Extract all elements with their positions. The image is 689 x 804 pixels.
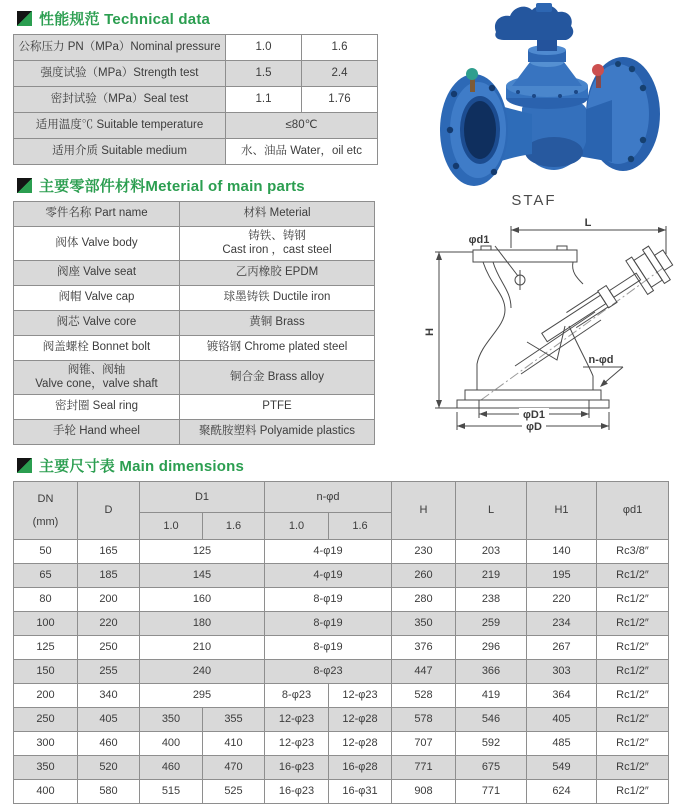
part-line: Valve cone，valve shaft: [35, 377, 158, 390]
material-cell: PTFE: [180, 395, 375, 420]
dn-label: DN: [37, 492, 54, 505]
d-cell: 340: [78, 684, 140, 708]
dim-label-n-phid: n-φd: [588, 354, 614, 366]
column-header-phid1: φd1: [597, 482, 669, 540]
d-cell: 580: [78, 780, 140, 804]
table-row: [14, 113, 378, 139]
table-row: [14, 684, 669, 708]
n-cell: 16-φ31: [329, 780, 392, 804]
dn-unit-label: (mm): [32, 515, 59, 528]
n-cell: 12-φ28: [329, 708, 392, 732]
n-cell: 12-φ23: [329, 684, 392, 708]
n-cell: 8-φ19: [265, 588, 392, 612]
spec-label-cell: 密封试验（MPa）Seal test: [14, 87, 226, 113]
spec-value-cell: ≤80℃: [226, 113, 378, 139]
table-row: [14, 336, 375, 361]
thread-cell: Rc1/2″: [597, 588, 669, 612]
h-cell: 230: [392, 540, 456, 564]
subheader-pn: 1.6: [329, 513, 392, 540]
h1-cell: 220: [527, 588, 597, 612]
spec-value-cell: 1.6: [302, 35, 378, 61]
table-row: [14, 395, 375, 420]
h1-cell: 405: [527, 708, 597, 732]
d-cell: 460: [78, 732, 140, 756]
dn-cell: 80: [14, 588, 78, 612]
dn-cell: 150: [14, 660, 78, 684]
thread-cell: Rc1/2″: [597, 780, 669, 804]
table-row: [14, 227, 375, 261]
column-header-l: L: [456, 482, 527, 540]
table-row: [14, 588, 669, 612]
l-cell: 592: [456, 732, 527, 756]
column-header: 零件名称 Part name: [14, 202, 180, 227]
section-marker-icon: [17, 11, 32, 26]
d1-cell: 400: [140, 732, 203, 756]
materials-table: [13, 201, 375, 445]
dim-label-phiD1: φD1: [523, 409, 545, 421]
d1-cell: 355: [203, 708, 265, 732]
table-header-row: [14, 482, 669, 513]
section-dimensions-header: [17, 455, 689, 475]
part-name-cell: 阀帽 Valve cap: [14, 286, 180, 311]
d-cell: 165: [78, 540, 140, 564]
d1-cell: 145: [140, 564, 265, 588]
material-cell: 铜合金 Brass alloy: [180, 361, 375, 395]
thread-cell: Rc1/2″: [597, 756, 669, 780]
material-cell: 黄铜 Brass: [180, 311, 375, 336]
table-row: [14, 780, 669, 804]
h-cell: 260: [392, 564, 456, 588]
part-name-cell: 阀座 Valve seat: [14, 261, 180, 286]
h-cell: 908: [392, 780, 456, 804]
table-row: [14, 35, 378, 61]
table-row: [14, 756, 669, 780]
material-cell: 球墨铸铁 Ductile iron: [180, 286, 375, 311]
d-cell: 250: [78, 636, 140, 660]
l-cell: 419: [456, 684, 527, 708]
d1-cell: 470: [203, 756, 265, 780]
h1-cell: 267: [527, 636, 597, 660]
column-header-d1: D1: [140, 482, 265, 513]
dn-cell: 250: [14, 708, 78, 732]
h1-cell: 303: [527, 660, 597, 684]
d1-cell: 410: [203, 732, 265, 756]
table-row: [14, 87, 378, 113]
l-cell: 238: [456, 588, 527, 612]
l-cell: 219: [456, 564, 527, 588]
material-line: Cast iron ，cast steel: [222, 243, 332, 256]
d-cell: 520: [78, 756, 140, 780]
column-header: 材料 Meterial: [180, 202, 375, 227]
drawing-body-outline: [457, 241, 679, 408]
dim-label-phiD: φD: [526, 421, 542, 433]
h-cell: 578: [392, 708, 456, 732]
d1-cell: 210: [140, 636, 265, 660]
table-header-row: [14, 202, 375, 227]
d1-cell: 160: [140, 588, 265, 612]
h-cell: 350: [392, 612, 456, 636]
n-cell: 12-φ23: [265, 732, 329, 756]
product-model-label: STAF: [511, 192, 557, 209]
part-name-cell: 阀芯 Valve core: [14, 311, 180, 336]
dimensions-table: [13, 481, 669, 804]
material-cell: [180, 227, 375, 261]
dim-label-L: L: [584, 217, 592, 229]
dn-cell: 100: [14, 612, 78, 636]
h-cell: 447: [392, 660, 456, 684]
l-cell: 259: [456, 612, 527, 636]
thread-cell: Rc1/2″: [597, 732, 669, 756]
l-cell: 366: [456, 660, 527, 684]
l-cell: 203: [456, 540, 527, 564]
h1-cell: 140: [527, 540, 597, 564]
thread-cell: Rc1/2″: [597, 708, 669, 732]
section-title: 主要零部件材料Meterial of main parts: [39, 177, 305, 195]
material-cell: 聚酰胺塑料 Polyamide plastics: [180, 420, 375, 445]
dimension-drawing-svg: [423, 214, 685, 436]
thread-cell: Rc3/8″: [597, 540, 669, 564]
d1-cell: 125: [140, 540, 265, 564]
valve-photo-svg: [430, 2, 668, 188]
material-cell: 镀铬钢 Chrome plated steel: [180, 336, 375, 361]
n-cell: 12-φ28: [329, 732, 392, 756]
dn-cell: 125: [14, 636, 78, 660]
n-cell: 8-φ19: [265, 636, 392, 660]
h1-cell: 234: [527, 612, 597, 636]
part-name-cell: 阀盖螺栓 Bonnet bolt: [14, 336, 180, 361]
n-cell: 8-φ23: [265, 684, 329, 708]
section-marker-icon: [17, 458, 32, 473]
l-cell: 296: [456, 636, 527, 660]
table-row: [14, 732, 669, 756]
table-row: [14, 612, 669, 636]
d1-cell: 295: [140, 684, 265, 708]
n-cell: 4-φ19: [265, 540, 392, 564]
h1-cell: 549: [527, 756, 597, 780]
n-cell: 16-φ23: [265, 780, 329, 804]
thread-cell: Rc1/2″: [597, 636, 669, 660]
section-marker-icon: [17, 178, 32, 193]
spec-value-cell: 1.76: [302, 87, 378, 113]
section-title: 主要尺寸表 Main dimensions: [39, 457, 245, 475]
h-cell: 528: [392, 684, 456, 708]
spec-value-cell: 1.5: [226, 61, 302, 87]
h1-cell: 364: [527, 684, 597, 708]
d1-cell: 350: [140, 708, 203, 732]
dim-label-H: H: [424, 328, 436, 336]
h1-cell: 624: [527, 780, 597, 804]
material-cell: 乙丙橡胶 EPDM: [180, 261, 375, 286]
column-header-h1: H1: [527, 482, 597, 540]
table-row: [14, 311, 375, 336]
subheader-pn: 1.0: [140, 513, 203, 540]
dn-cell: 50: [14, 540, 78, 564]
dim-label-phid1: φd1: [468, 234, 490, 246]
thread-cell: Rc1/2″: [597, 564, 669, 588]
valve-dimension-drawing: [423, 214, 685, 436]
spec-value-cell: 1.0: [226, 35, 302, 61]
part-name-cell: [14, 361, 180, 395]
spec-label-cell: 适用温度℃ Suitable temperature: [14, 113, 226, 139]
n-cell: 16-φ23: [265, 756, 329, 780]
column-header-h: H: [392, 482, 456, 540]
n-cell: 4-φ19: [265, 564, 392, 588]
table-row: [14, 540, 669, 564]
table-row: [14, 286, 375, 311]
table-row: [14, 261, 375, 286]
n-cell: 16-φ28: [329, 756, 392, 780]
n-cell: 8-φ23: [265, 660, 392, 684]
spec-label-cell: 适用介质 Suitable medium: [14, 139, 226, 165]
d-cell: 220: [78, 612, 140, 636]
h1-cell: 195: [527, 564, 597, 588]
d1-cell: 180: [140, 612, 265, 636]
valve-handwheel: [495, 3, 573, 40]
l-cell: 771: [456, 780, 527, 804]
table-row: [14, 708, 669, 732]
material-line: 铸铁、铸钢: [248, 230, 306, 243]
h-cell: 280: [392, 588, 456, 612]
dn-cell: 300: [14, 732, 78, 756]
n-cell: 8-φ19: [265, 612, 392, 636]
valve-bonnet: [506, 38, 588, 109]
part-line: 阀锥、阀轴: [67, 364, 126, 377]
d-cell: 200: [78, 588, 140, 612]
l-cell: 675: [456, 756, 527, 780]
h-cell: 771: [392, 756, 456, 780]
dn-cell: 200: [14, 684, 78, 708]
part-name-cell: 手轮 Hand wheel: [14, 420, 180, 445]
thread-cell: Rc1/2″: [597, 660, 669, 684]
h1-cell: 485: [527, 732, 597, 756]
d1-cell: 240: [140, 660, 265, 684]
part-name-cell: 密封圈 Seal ring: [14, 395, 180, 420]
table-row: [14, 361, 375, 395]
d-cell: 185: [78, 564, 140, 588]
d-cell: 405: [78, 708, 140, 732]
table-row: [14, 139, 378, 165]
d1-cell: 515: [140, 780, 203, 804]
spec-label-cell: 强度试验（MPa）Strength test: [14, 61, 226, 87]
technical-data-table: [13, 34, 378, 165]
dn-cell: 400: [14, 780, 78, 804]
thread-cell: Rc1/2″: [597, 684, 669, 708]
spec-value-cell: 水、油品 Water，oil etc: [226, 139, 378, 165]
table-row: [14, 564, 669, 588]
dn-cell: 65: [14, 564, 78, 588]
spec-label-cell: 公称压力 PN（MPa）Nominal pressure: [14, 35, 226, 61]
subheader-pn: 1.6: [203, 513, 265, 540]
valve-photo: [430, 2, 668, 188]
d-cell: 255: [78, 660, 140, 684]
d1-cell: 460: [140, 756, 203, 780]
column-header-n-phid: n-φd: [265, 482, 392, 513]
n-cell: 12-φ23: [265, 708, 329, 732]
table-row: [14, 636, 669, 660]
d1-cell: 525: [203, 780, 265, 804]
dn-cell: 350: [14, 756, 78, 780]
thread-cell: Rc1/2″: [597, 612, 669, 636]
section-title: 性能规范 Technical data: [39, 10, 211, 28]
column-header-d: D: [78, 482, 140, 540]
table-row: [14, 660, 669, 684]
table-row: [14, 420, 375, 445]
part-name-cell: 阀体 Valve body: [14, 227, 180, 261]
h-cell: 707: [392, 732, 456, 756]
l-cell: 546: [456, 708, 527, 732]
h-cell: 376: [392, 636, 456, 660]
subheader-pn: 1.0: [265, 513, 329, 540]
spec-value-cell: 2.4: [302, 61, 378, 87]
spec-value-cell: 1.1: [226, 87, 302, 113]
column-header-dn: [14, 482, 78, 540]
table-row: [14, 61, 378, 87]
